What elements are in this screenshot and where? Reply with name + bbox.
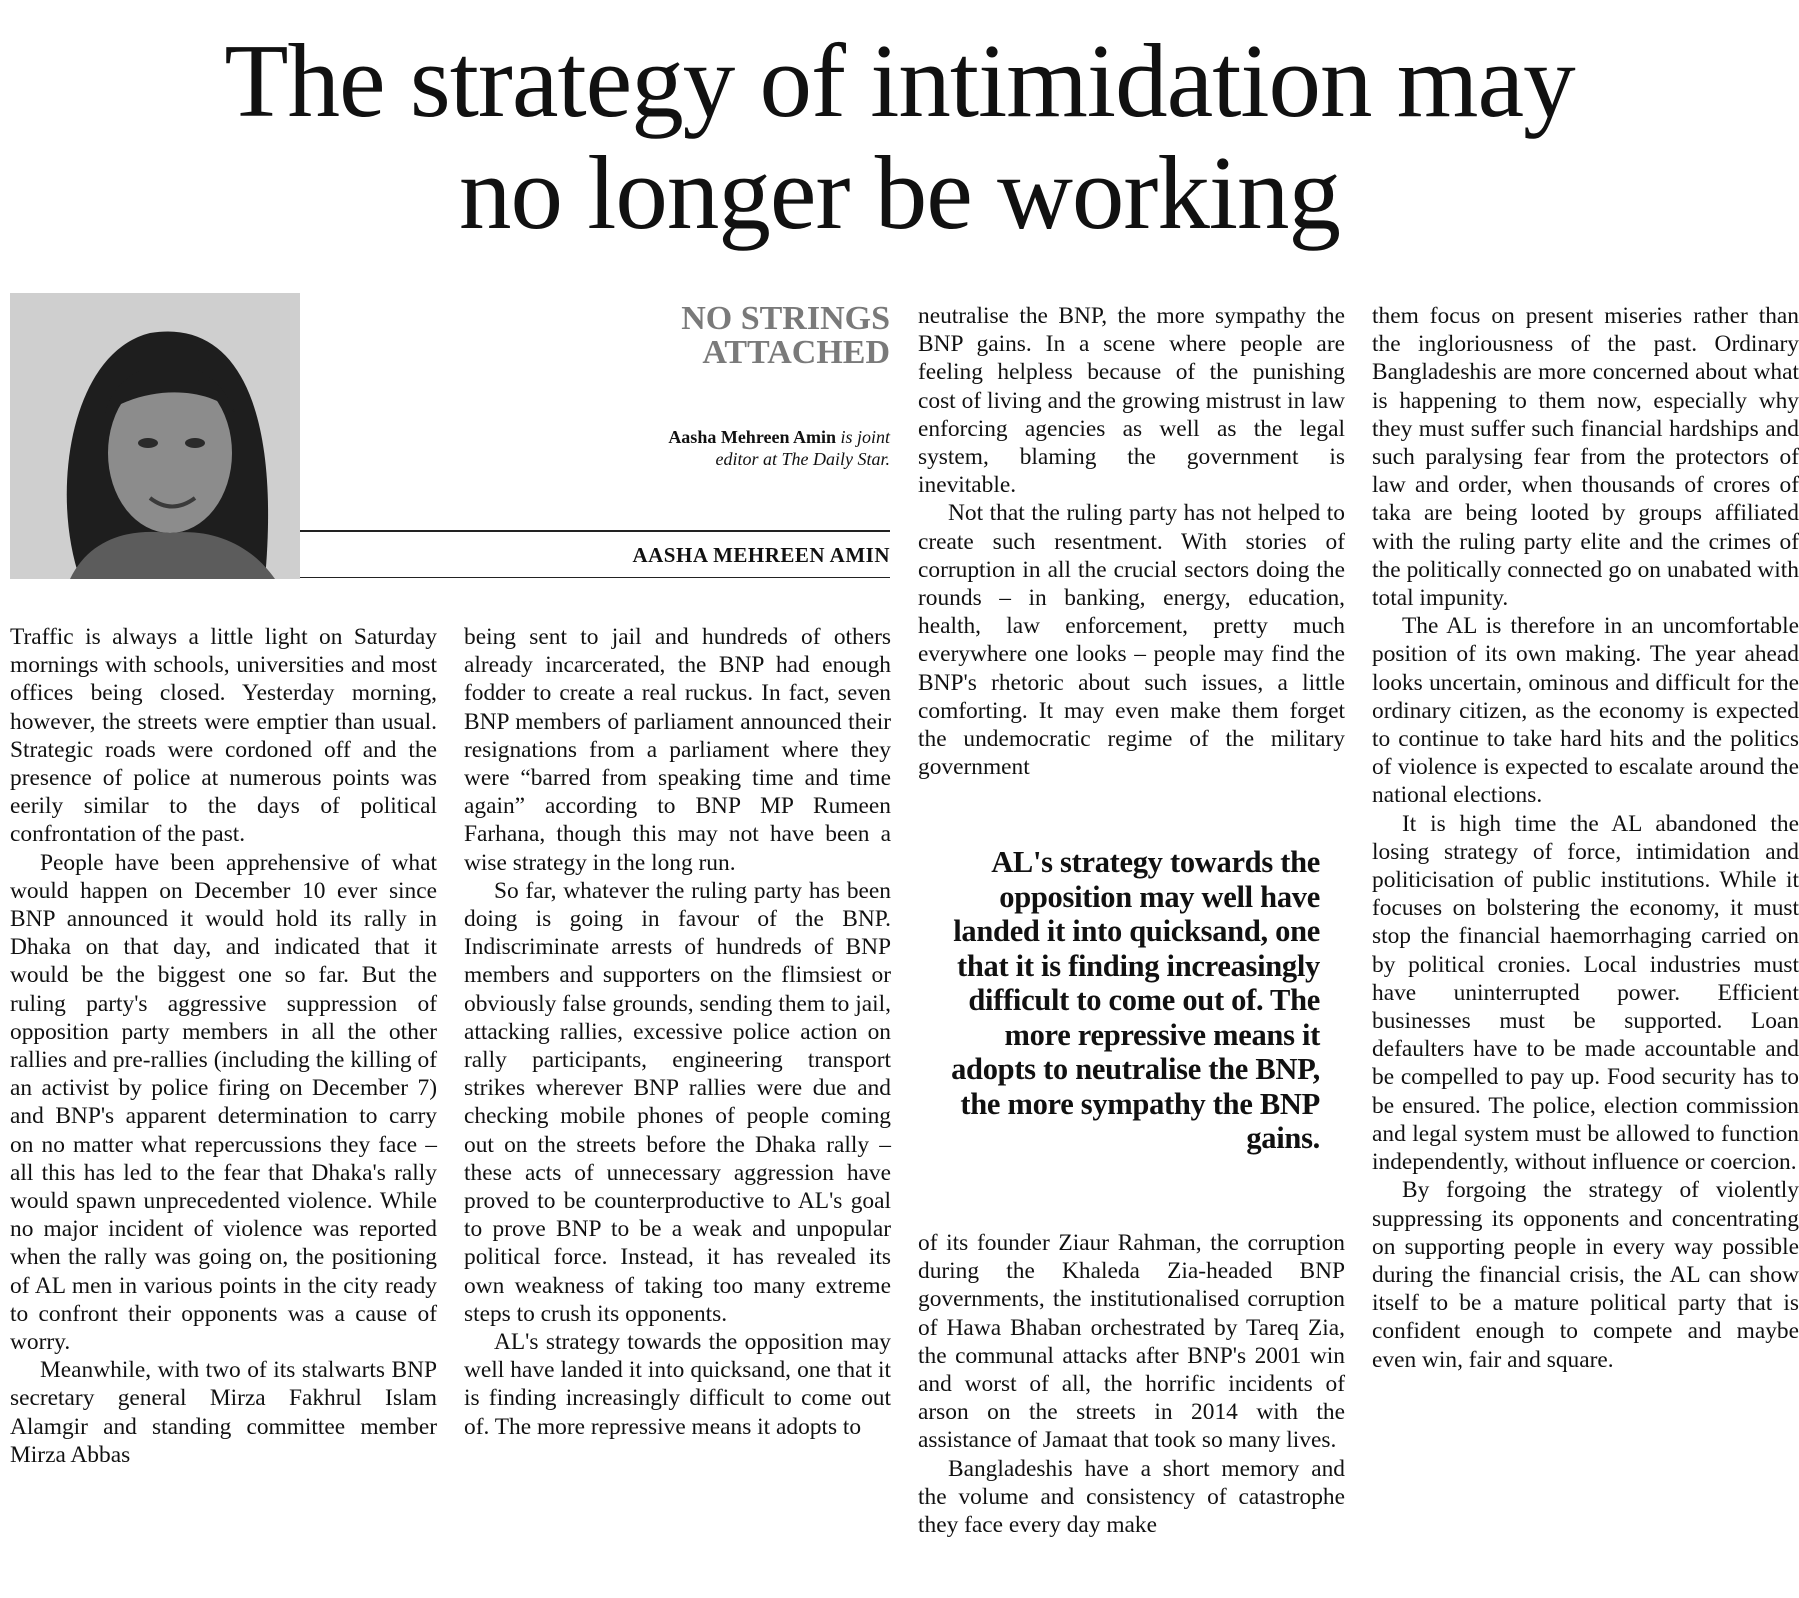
headline-line-2: no longer be working xyxy=(458,134,1341,251)
kicker-line-2: ATTACHED xyxy=(702,334,890,371)
paragraph: being sent to jail and hundreds of others already incarcerated, the BNP had enough fodder to create a real ruckus. In fact, seven BNP members of parliament announced their resignations from a parliament where they were “barred from speaking time and time again” according to BNP MP Rumeen Farhana, though this may not have been a wise strategy in the long run. xyxy=(464,624,891,876)
paragraph: them focus on present miseries rather than the ingloriousness of the past. Ordinary Bangladeshis are more concerned about what is happening to them now, especially why they must suffer such financial hardships and such paralysing fear from the protectors of law and order, when thousands of crores of taka are being looted by groups affiliated with the ruling party elite and the crimes of the politically connected go on unabated with total impunity. xyxy=(1372,303,1799,612)
article-column-4 xyxy=(1372,302,1799,1374)
bio-text-1: is joint xyxy=(835,427,890,447)
paragraph: neutralise the BNP, the more sympathy the BNP gains. In a scene where people are feeling helpless because of the punishing cost of living and the growing mistrust in law enforcing agencies as well as the legal system, blaming the government is inevitable. xyxy=(918,303,1345,499)
paragraph: People have been apprehensive of what would happen on December 10 ever since BNP announced it would hold its rally in Dhaka on that day, and indicated that it would be the biggest one so far. But the ruling party's aggressive suppression of opposition party members in all the other rallies and pre-rallies (including the killing of an activist by police firing on December 7) and BNP's apparent determination to carry on no matter what repercussions they face – all this has led to the fear that Dhaka's rally would spawn unprecedented violence. While no major incident of violence was reported when the rally was going on, the positioning of AL men in various points in the city ready to confront their opponents was a cause of worry. xyxy=(10,849,437,1356)
paragraph: Traffic is always a little light on Saturday mornings with schools, universities and most offices being closed. Yesterday morning, however, the streets were emptier than usual. Strategic roads were cordoned off and the presence of police at numerous points was eerily similar to the days of political confrontation of the past. xyxy=(10,624,437,848)
paragraph: So far, whatever the ruling party has been doing is going in favour of the BNP. Indiscriminate arrests of hundreds of BNP members and supporters on the flimsiest or obviously false grounds, sending them to jail, attacking rallies, excessive police action on rally participants, engineering transport strikes wherever BNP rallies were due and checking mobile phones of people coming out on the streets before the Dhaka rally – these acts of unnecessary aggression have proved to be counterproductive to AL's goal to prove BNP to be a weak and unpopular political force. Instead, it has revealed its own weakness of taking too many extreme steps to crush its opponents. xyxy=(464,877,891,1327)
paragraph: of its founder Ziaur Rahman, the corruption during the Khaleda Zia-headed BNP governments, the institutionalised corruption of Hawa Bhaban orchestrated by Tareq Zia, the communal attacks after BNP's 2001 win and worst of all, the horrific incidents of arson on the streets in 2014 with the assistance of Jamaat that took so many lives. xyxy=(918,1230,1345,1454)
paragraph: Bangladeshis have a short memory and the volume and consistency of catastrophe they face every day make xyxy=(918,1455,1345,1539)
byline-top-rule xyxy=(300,530,890,532)
paragraph: Meanwhile, with two of its stalwarts BNP secretary general Mirza Fakhrul Islam Alamgir and standing committee member Mirza Abbas xyxy=(10,1357,437,1468)
paragraph: AL's strategy towards the opposition may well have landed it into quicksand, one that it is finding increasingly difficult to come out of. The more repressive means it adopts to xyxy=(464,1329,891,1440)
article-column-1 xyxy=(10,623,437,1469)
author-portrait-icon xyxy=(10,293,300,579)
bio-name: Aasha Mehreen Amin xyxy=(668,427,836,447)
author-portrait xyxy=(10,293,300,579)
column-kicker xyxy=(560,302,890,370)
kicker-line-1: NO STRINGS xyxy=(681,300,890,337)
article-column-3-top xyxy=(918,302,1345,781)
pull-quote: AL's strategy towards the opposition may well have landed it into quicksand, one that it is finding increasingly difficult to come out of. The more repressive means it adopts to neutralise the BNP, the more sympathy the BNP gains. xyxy=(951,845,1320,1155)
paragraph: The AL is therefore in an uncomfortable position of its own making. The year ahead looks uncertain, ominous and difficult for the ordinary citizen, as the economy is expected to continue to take hard hits and the politics of violence is expected to escalate around the national elections. xyxy=(1372,613,1799,809)
byline: AASHA MEHREEN AMIN xyxy=(632,543,890,567)
article-column-2 xyxy=(464,623,891,1441)
article-column-3-bottom xyxy=(918,1229,1345,1539)
paragraph: By forgoing the strategy of violently suppressing its opponents and concentrating on supporting people in every way possible during the financial crisis, the AL can show itself to be a mature political party that is confident enough to compete and maybe even win, fair and square. xyxy=(1372,1177,1799,1373)
headline xyxy=(10,22,1789,251)
paragraph: Not that the ruling party has not helped to create such resentment. With stories of corruption in all the crucial sectors doing the rounds – in banking, energy, education, health, law enforcement, pretty much everywhere one looks – people may find the BNP's rhetoric about such issues, a little comforting. It may even make them forget the undemocratic regime of the military government xyxy=(918,500,1345,781)
bio-text-2: editor at The Daily Star. xyxy=(715,449,890,469)
paragraph: It is high time the AL abandoned the losing strategy of force, intimidation and politicisation of public institutions. While it focuses on bolstering the economy, it must stop the financial haemorrhaging carried on by political cronies. Local industries must have uninterrupted power. Efficient businesses must be supported. Loan defaulters have to be made accountable and be compelled to pay up. Food security has to be ensured. The police, election commission and legal system must be allowed to function independently, without influence or coercion. xyxy=(1372,810,1799,1176)
author-bio xyxy=(540,426,890,470)
headline-line-1: The strategy of intimidation may xyxy=(224,22,1575,139)
byline-bottom-rule xyxy=(300,577,890,578)
